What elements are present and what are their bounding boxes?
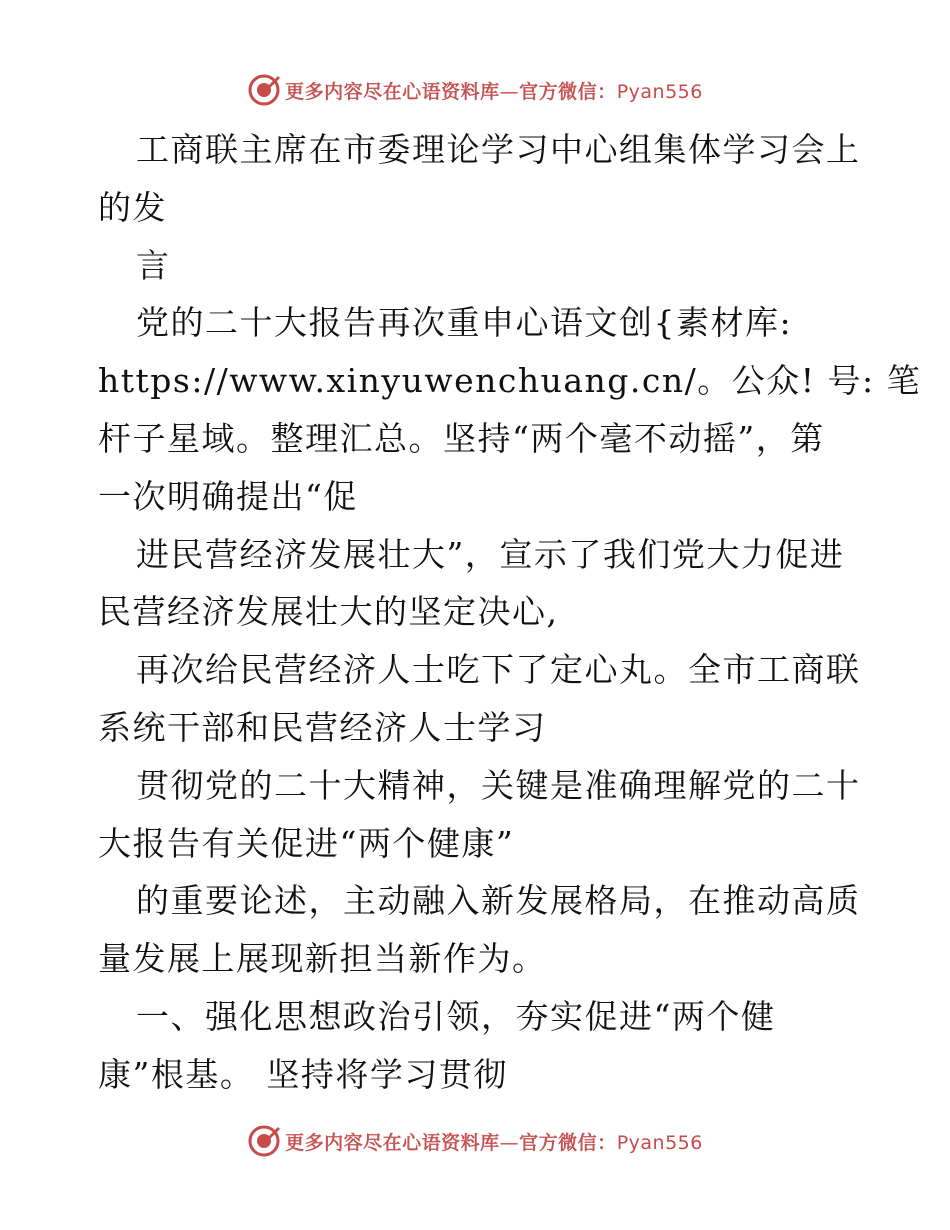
- paragraph-line: 贯彻党的二十大精神，关键是准确理解党的二十: [136, 765, 861, 805]
- watermark-text: [285, 1128, 703, 1155]
- document-body: [98, 121, 922, 1104]
- paragraph-line: 再次给民营经济人士吃下了定心丸。全市工商联: [136, 650, 861, 690]
- watermark-site-name: 更多内容尽在心语资料库: [285, 80, 500, 103]
- section-heading-line: 一、强化思想政治引领，夯实促进“两个健: [136, 996, 776, 1036]
- watermark-text: [285, 77, 703, 104]
- paragraph-line: 一次明确提出“促: [98, 476, 358, 516]
- paragraph-line: 杆子星域。整理汇总。坚持“两个毫不动摇”，第: [98, 418, 825, 458]
- paragraph-line: 民营经济发展壮大的坚定决心,: [98, 592, 559, 632]
- paragraph-line: 进民营经济发展壮大”，宣示了我们党大力促进: [136, 534, 845, 574]
- paragraph-line: https://www.xinyuwenchuang.cn/。公众! 号: 笔: [98, 361, 922, 401]
- quill-seal-icon: [247, 1124, 281, 1158]
- paragraph-line: 量发展上展现新担当新作为。: [98, 939, 547, 979]
- paragraph-line: 康”根基。 坚持将学习贯彻: [98, 1054, 508, 1094]
- paragraph-line: 系统干部和民营经济人士学习: [98, 707, 547, 747]
- watermark-wechat-id: Pyan556: [616, 1131, 703, 1154]
- quill-seal-icon: [247, 73, 281, 107]
- header-watermark: [0, 70, 950, 110]
- watermark-dash: —: [499, 80, 520, 103]
- title-line-2: 的发: [98, 187, 167, 227]
- watermark-label: 官方微信：: [519, 1131, 617, 1154]
- footer-watermark: [0, 1121, 950, 1161]
- watermark-label: 官方微信：: [519, 80, 617, 103]
- title-line-1: 工商联主席在市委理论学习中心组集体学习会上: [136, 130, 861, 169]
- paragraph-line: 大报告有关促进“两个健康”: [98, 823, 515, 863]
- watermark-site-name: 更多内容尽在心语资料库: [285, 1131, 500, 1154]
- title-line-3: 言: [136, 245, 171, 285]
- watermark-dash: —: [499, 1131, 520, 1154]
- paragraph-line: 的重要论述，主动融入新发展格局，在推动高质: [136, 881, 861, 921]
- paragraph-line: 党的二十大报告再次重申心语文创{素材库:: [136, 303, 793, 343]
- watermark-wechat-id: Pyan556: [616, 80, 703, 103]
